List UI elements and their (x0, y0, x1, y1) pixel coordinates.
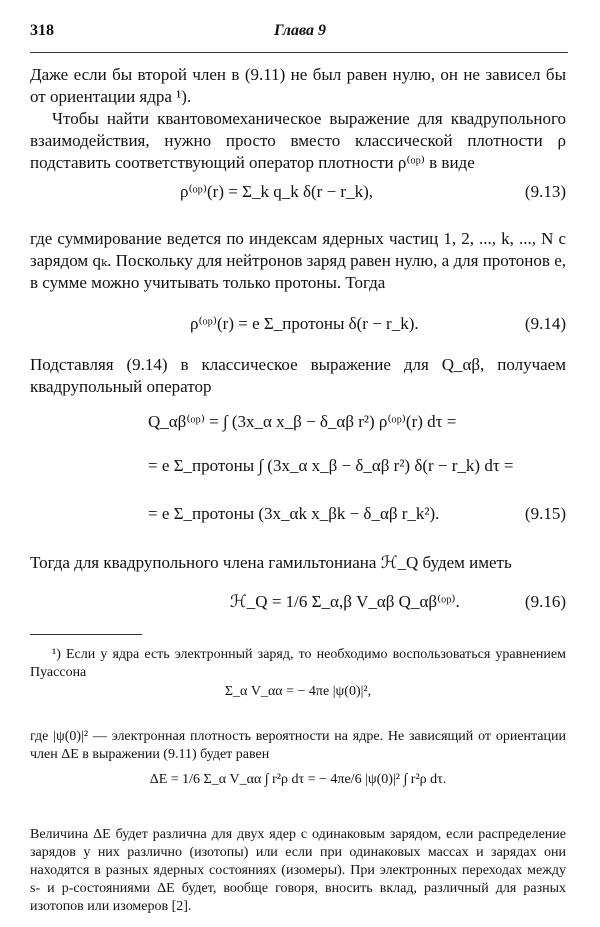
equation-9-16 (30, 584, 566, 628)
equation-body: ℋ_Q = 1/6 Σ_α,β V_αβ Q_αβ⁽ᵒᵖ⁾. (230, 592, 460, 611)
equation-line-3: = e Σ_протоны (3x_αk x_βk − δ_αβ r_k²). (148, 504, 440, 523)
page-header (30, 22, 570, 48)
paragraph-text: где суммирование ведется по индексам ядерных частиц 1, 2, ..., k, ..., N с зарядом qₖ. Поскольку для нейтронов заряд равен нулю, а для протонов e, в сумме можно учитывать только протоны. Тогда (30, 229, 566, 292)
footnote-text: Величина ΔE будет различна для двух ядер с одинаковым зарядом, если распределение зарядов у них различно (изотопы) или если при одинаковых массах и зарядах они находятся в разных ядерных состояниях (изомеры). При электронных переходах между s- и p-состояниями ΔE будет, вообще говоря, вносить вклад, различный для разных изотопов или изомеров [2]. (30, 827, 566, 914)
equation-number: (9.15) (524, 504, 566, 523)
footnote-equation-2 (30, 772, 566, 788)
equation-9-13 (30, 178, 566, 222)
paragraph-3 (30, 228, 566, 294)
equation-9-14 (30, 310, 566, 350)
paragraph-text: Подставляя (9.14) в классическое выражение для Q_αβ, получаем квадрупольный оператор (30, 355, 566, 396)
footnote-rule (30, 634, 142, 635)
paragraph-5 (30, 552, 566, 574)
equation-number: (9.13) (524, 182, 566, 201)
equation-line-1: Q_αβ⁽ᵒᵖ⁾ = ∫ (3x_α x_β − δ_αβ r²) ρ⁽ᵒᵖ⁾(r) dτ = (148, 412, 457, 431)
footnote-equation-body: Σ_α V_αα = − 4πe |ψ(0)|², (224, 684, 372, 699)
equation-line-2: = e Σ_протоны ∫ (3x_α x_β − δ_αβ r²) δ(r − r_k) dτ = (148, 456, 514, 475)
paragraph-1 (30, 64, 566, 108)
footnote-equation-1 (30, 684, 566, 700)
paragraph-text: Тогда для квадрупольного члена гамильтониана ℋ_Q будем иметь (30, 553, 512, 572)
paragraph-text: Чтобы найти квантовомеханическое выражение для квадрупольного взаимодействия, нужно просто вместо классической плотности ρ подставить соответствующий оператор плотности ρ⁽ᵒᵖ⁾ в виде (30, 109, 566, 172)
header-rule (30, 52, 568, 53)
page-number: 318 (30, 22, 54, 39)
footnote-paragraph-2 (30, 728, 566, 764)
paragraph-4 (30, 354, 566, 398)
footnote-text: ¹) Если у ядра есть электронный заряд, то необходимо воспользоваться уравнением Пуассона (30, 647, 566, 680)
footnote-paragraph-1 (30, 646, 566, 682)
equation-number: (9.16) (524, 592, 566, 611)
paragraph-text: Даже если бы второй член в (9.11) не был равен нулю, он не зависел бы от ориентации ядра ¹). (30, 65, 566, 106)
footnote-text: где |ψ(0)|² — электронная плотность вероятности на ядре. Не зависящий от ориентации член ΔE в выражении (9.11) будет равен (30, 729, 566, 762)
equation-number: (9.14) (524, 314, 566, 333)
equation-9-15 (30, 408, 566, 548)
paragraph-2 (30, 108, 566, 174)
footnote-equation-body: ΔE = 1/6 Σ_α V_αα ∫ r²ρ dτ = − 4πe/6 |ψ(0)|² ∫ r²ρ dτ. (149, 772, 447, 787)
chapter-title: Глава 9 (273, 22, 327, 39)
footnote-paragraph-3 (30, 826, 566, 916)
equation-body: ρ⁽ᵒᵖ⁾(r) = e Σ_протоны δ(r − r_k). (190, 314, 419, 333)
equation-body: ρ⁽ᵒᵖ⁾(r) = Σ_k q_k δ(r − r_k), (180, 182, 373, 201)
